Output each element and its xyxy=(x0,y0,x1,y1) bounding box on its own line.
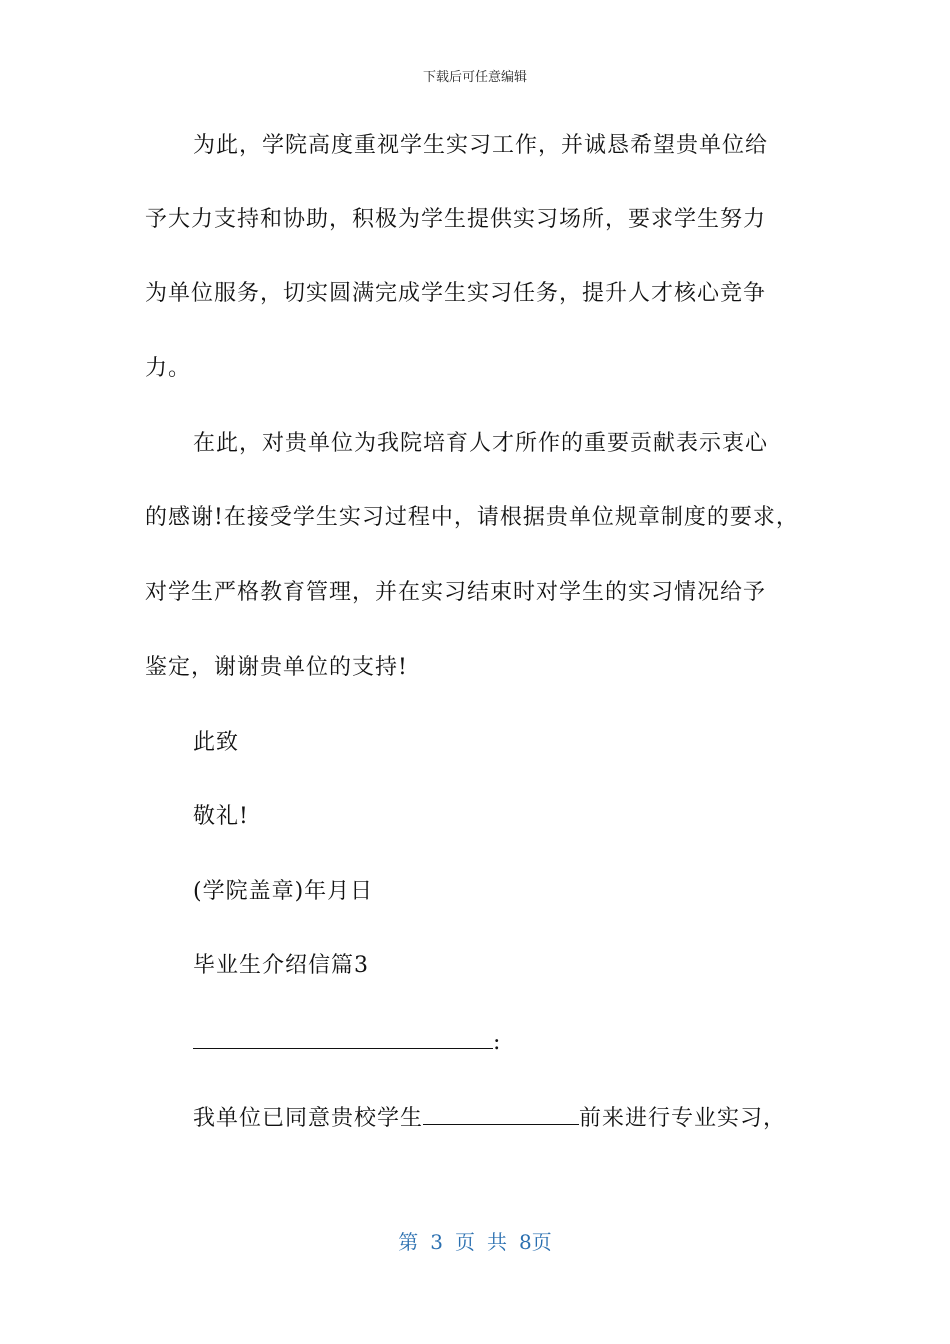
paragraph-line: 予大力支持和协助，积极为学生提供实习场所，要求学生努力 xyxy=(145,207,767,232)
paragraph-line: 力。 xyxy=(145,356,192,381)
footer-gong: 共 xyxy=(487,1230,507,1254)
paragraph-line: 的感谢!在接受学生实习过程中，请根据贵单位规章制度的要求， xyxy=(145,505,799,530)
paragraph-line: 为此，学院高度重视学生实习工作，并诚恳希望贵单位给 xyxy=(193,133,769,158)
student-name-blank xyxy=(423,1102,579,1125)
text-after-blank: 前来进行专业实习， xyxy=(579,1106,787,1131)
page-total: 8页 xyxy=(519,1230,552,1254)
footer-di: 第 xyxy=(398,1230,419,1254)
salutation-line xyxy=(193,1026,501,1058)
paragraph-line: 鉴定，谢谢贵单位的支持! xyxy=(145,655,408,680)
section-heading: 毕业生介绍信篇3 xyxy=(193,953,369,978)
text-before-blank: 我单位已同意贵校学生 xyxy=(193,1106,424,1131)
paragraph-line: 对学生严格教育管理，并在实习结束时对学生的实习情况给予 xyxy=(145,580,767,605)
seal-date-line: (学院盖章)年月日 xyxy=(193,879,374,904)
salutation-colon: : xyxy=(493,1030,502,1055)
paragraph-line: 在此，对贵单位为我院培育人才所作的重要贡献表示衷心 xyxy=(193,431,769,456)
download-note: 下载后可任意编辑 xyxy=(422,70,527,85)
footer-ye: 页 xyxy=(455,1230,475,1254)
page-number: 3 xyxy=(430,1230,443,1254)
closing-salute: 敬礼! xyxy=(193,804,249,829)
closing-line: 此致 xyxy=(193,730,240,755)
recipient-blank xyxy=(193,1026,493,1049)
page-footer xyxy=(0,1226,950,1255)
paragraph-line: 为单位服务，切实圆满完成学生实习任务，提升人才核心竞争 xyxy=(145,281,767,306)
paragraph-line xyxy=(193,1102,786,1134)
